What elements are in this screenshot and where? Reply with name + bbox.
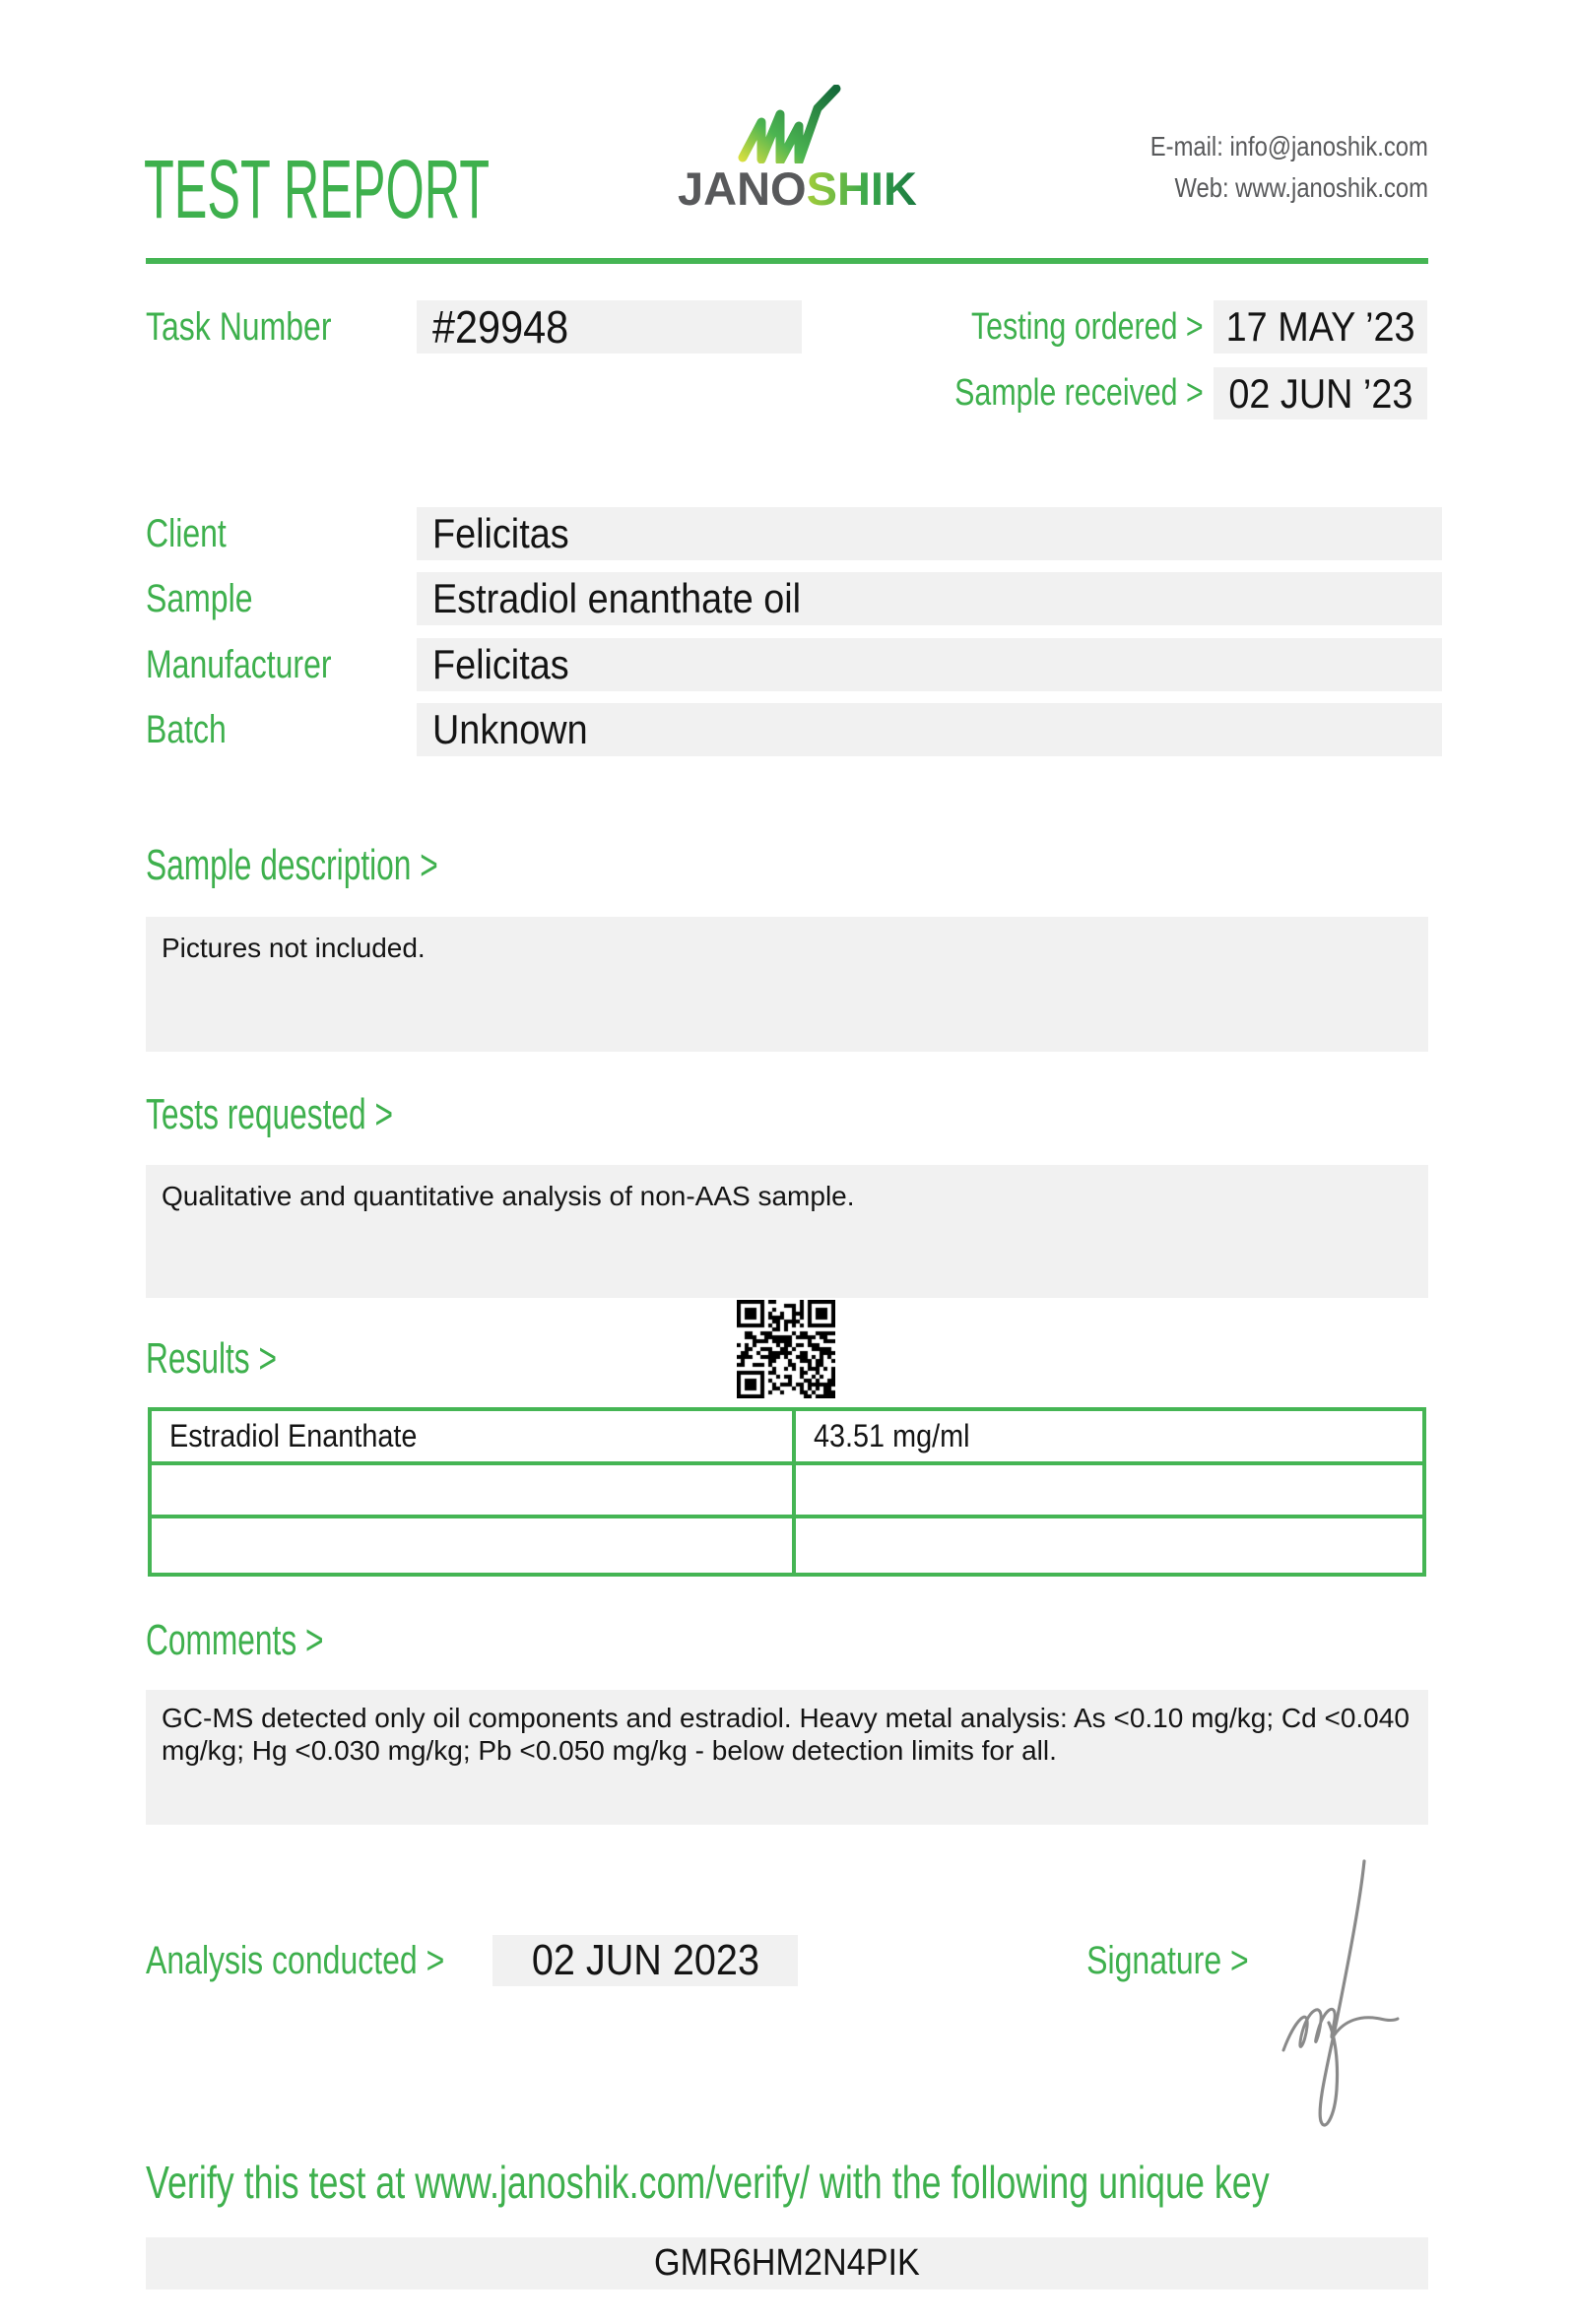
results-heading-text: Results > xyxy=(146,1334,277,1383)
brand-logo-shik: SHIK xyxy=(806,162,917,215)
page-title-text: TEST REPORT xyxy=(144,143,491,235)
info-value-batch xyxy=(417,703,1442,756)
task-number-label xyxy=(146,300,378,354)
handwritten-signature xyxy=(1266,1853,1433,2144)
info-label-sample xyxy=(146,572,280,625)
info-label-batch xyxy=(146,703,246,756)
contact-info xyxy=(1101,126,1428,209)
testing-ordered-label xyxy=(837,300,1204,354)
qr-code xyxy=(737,1300,835,1398)
sample-received-label-text: Sample received > xyxy=(954,372,1204,414)
results-cell-value-2 xyxy=(796,1518,1422,1573)
testing-ordered-date-text: 17 MAY ’23 xyxy=(1225,303,1415,350)
tests-requested-heading-text: Tests requested > xyxy=(146,1090,393,1138)
signature-label-text: Signature > xyxy=(1086,1939,1249,1982)
results-heading xyxy=(146,1335,328,1383)
info-label-client-text: Client xyxy=(146,512,227,555)
info-value-manufacturer xyxy=(417,638,1442,691)
task-number-label-text: Task Number xyxy=(146,305,332,349)
info-label-sample-text: Sample xyxy=(146,577,253,620)
brand-logo-jano: JANO xyxy=(678,162,807,215)
info-label-batch-text: Batch xyxy=(146,708,227,751)
verify-key-text: GMR6HM2N4PIK xyxy=(654,2242,920,2284)
analysis-conducted-date xyxy=(492,1935,798,1986)
results-cell-name-2 xyxy=(152,1518,796,1573)
sample-description-heading xyxy=(146,842,552,889)
info-label-manufacturer xyxy=(146,638,378,691)
results-cell-name-0-text: Estradiol Enanthate xyxy=(169,1417,418,1453)
brand-logo xyxy=(678,162,917,215)
info-value-sample xyxy=(417,572,1442,625)
testing-ordered-date xyxy=(1214,300,1427,354)
sample-received-label xyxy=(837,367,1204,420)
tests-requested-heading xyxy=(146,1091,490,1138)
analysis-conducted-label xyxy=(146,1935,519,1986)
results-cell-value-1 xyxy=(796,1465,1422,1519)
contact-web xyxy=(1101,167,1428,209)
info-label-manufacturer-text: Manufacturer xyxy=(146,643,332,686)
sample-received-date-text: 02 JUN ’23 xyxy=(1227,369,1412,417)
task-number-value-text: #29948 xyxy=(432,301,569,353)
info-value-batch-text: Unknown xyxy=(432,706,588,752)
logo-chart-icon xyxy=(735,85,843,163)
tests-requested-box xyxy=(146,1165,1428,1298)
sample-description-heading-text: Sample description > xyxy=(146,841,438,889)
analysis-conducted-label-text: Analysis conducted > xyxy=(146,1939,445,1982)
results-cell-value-0-text: 43.51 mg/ml xyxy=(814,1417,970,1453)
info-value-client xyxy=(417,507,1442,560)
page-title xyxy=(144,143,720,235)
verify-heading xyxy=(146,2159,1576,2206)
info-value-client-text: Felicitas xyxy=(432,510,569,556)
contact-web-text: Web: www.janoshik.com xyxy=(1174,172,1428,203)
analysis-conducted-date-text: 02 JUN 2023 xyxy=(531,1936,759,1984)
verify-heading-text: Verify this test at www.janoshik.com/verify/ with the following unique key xyxy=(146,2157,1270,2208)
testing-ordered-label-text: Testing ordered > xyxy=(971,306,1204,348)
results-cell-value-0 xyxy=(796,1411,1422,1465)
contact-email xyxy=(1101,126,1428,167)
results-cell-name-1 xyxy=(152,1465,796,1519)
comments-heading-text: Comments > xyxy=(146,1616,324,1664)
comments-box xyxy=(146,1690,1428,1825)
comments-body: GC-MS detected only oil components and estradiol. Heavy metal analysis: As <0.10 mg/kg; Cd <0.040 mg/kg; Hg <0.030 mg/kg; Pb <0.050 mg/kg - below detection limits for all. xyxy=(162,1703,1410,1766)
info-value-manufacturer-text: Felicitas xyxy=(432,641,569,687)
sample-received-date xyxy=(1214,367,1427,420)
header-divider xyxy=(146,258,1428,264)
results-table xyxy=(148,1407,1426,1577)
signature-label xyxy=(985,1935,1249,1986)
results-cell-name-0 xyxy=(152,1411,796,1465)
info-value-sample-text: Estradiol enanthate oil xyxy=(432,575,802,621)
comments-heading xyxy=(146,1617,393,1664)
sample-description-box xyxy=(146,917,1428,1052)
contact-email-text: E-mail: info@janoshik.com xyxy=(1149,131,1428,161)
info-label-client xyxy=(146,507,246,560)
task-number-value xyxy=(417,300,802,354)
sample-description-body: Pictures not included. xyxy=(162,933,426,963)
verify-key-box xyxy=(146,2237,1428,2290)
tests-requested-body: Qualitative and quantitative analysis of non-AAS sample. xyxy=(162,1181,855,1211)
